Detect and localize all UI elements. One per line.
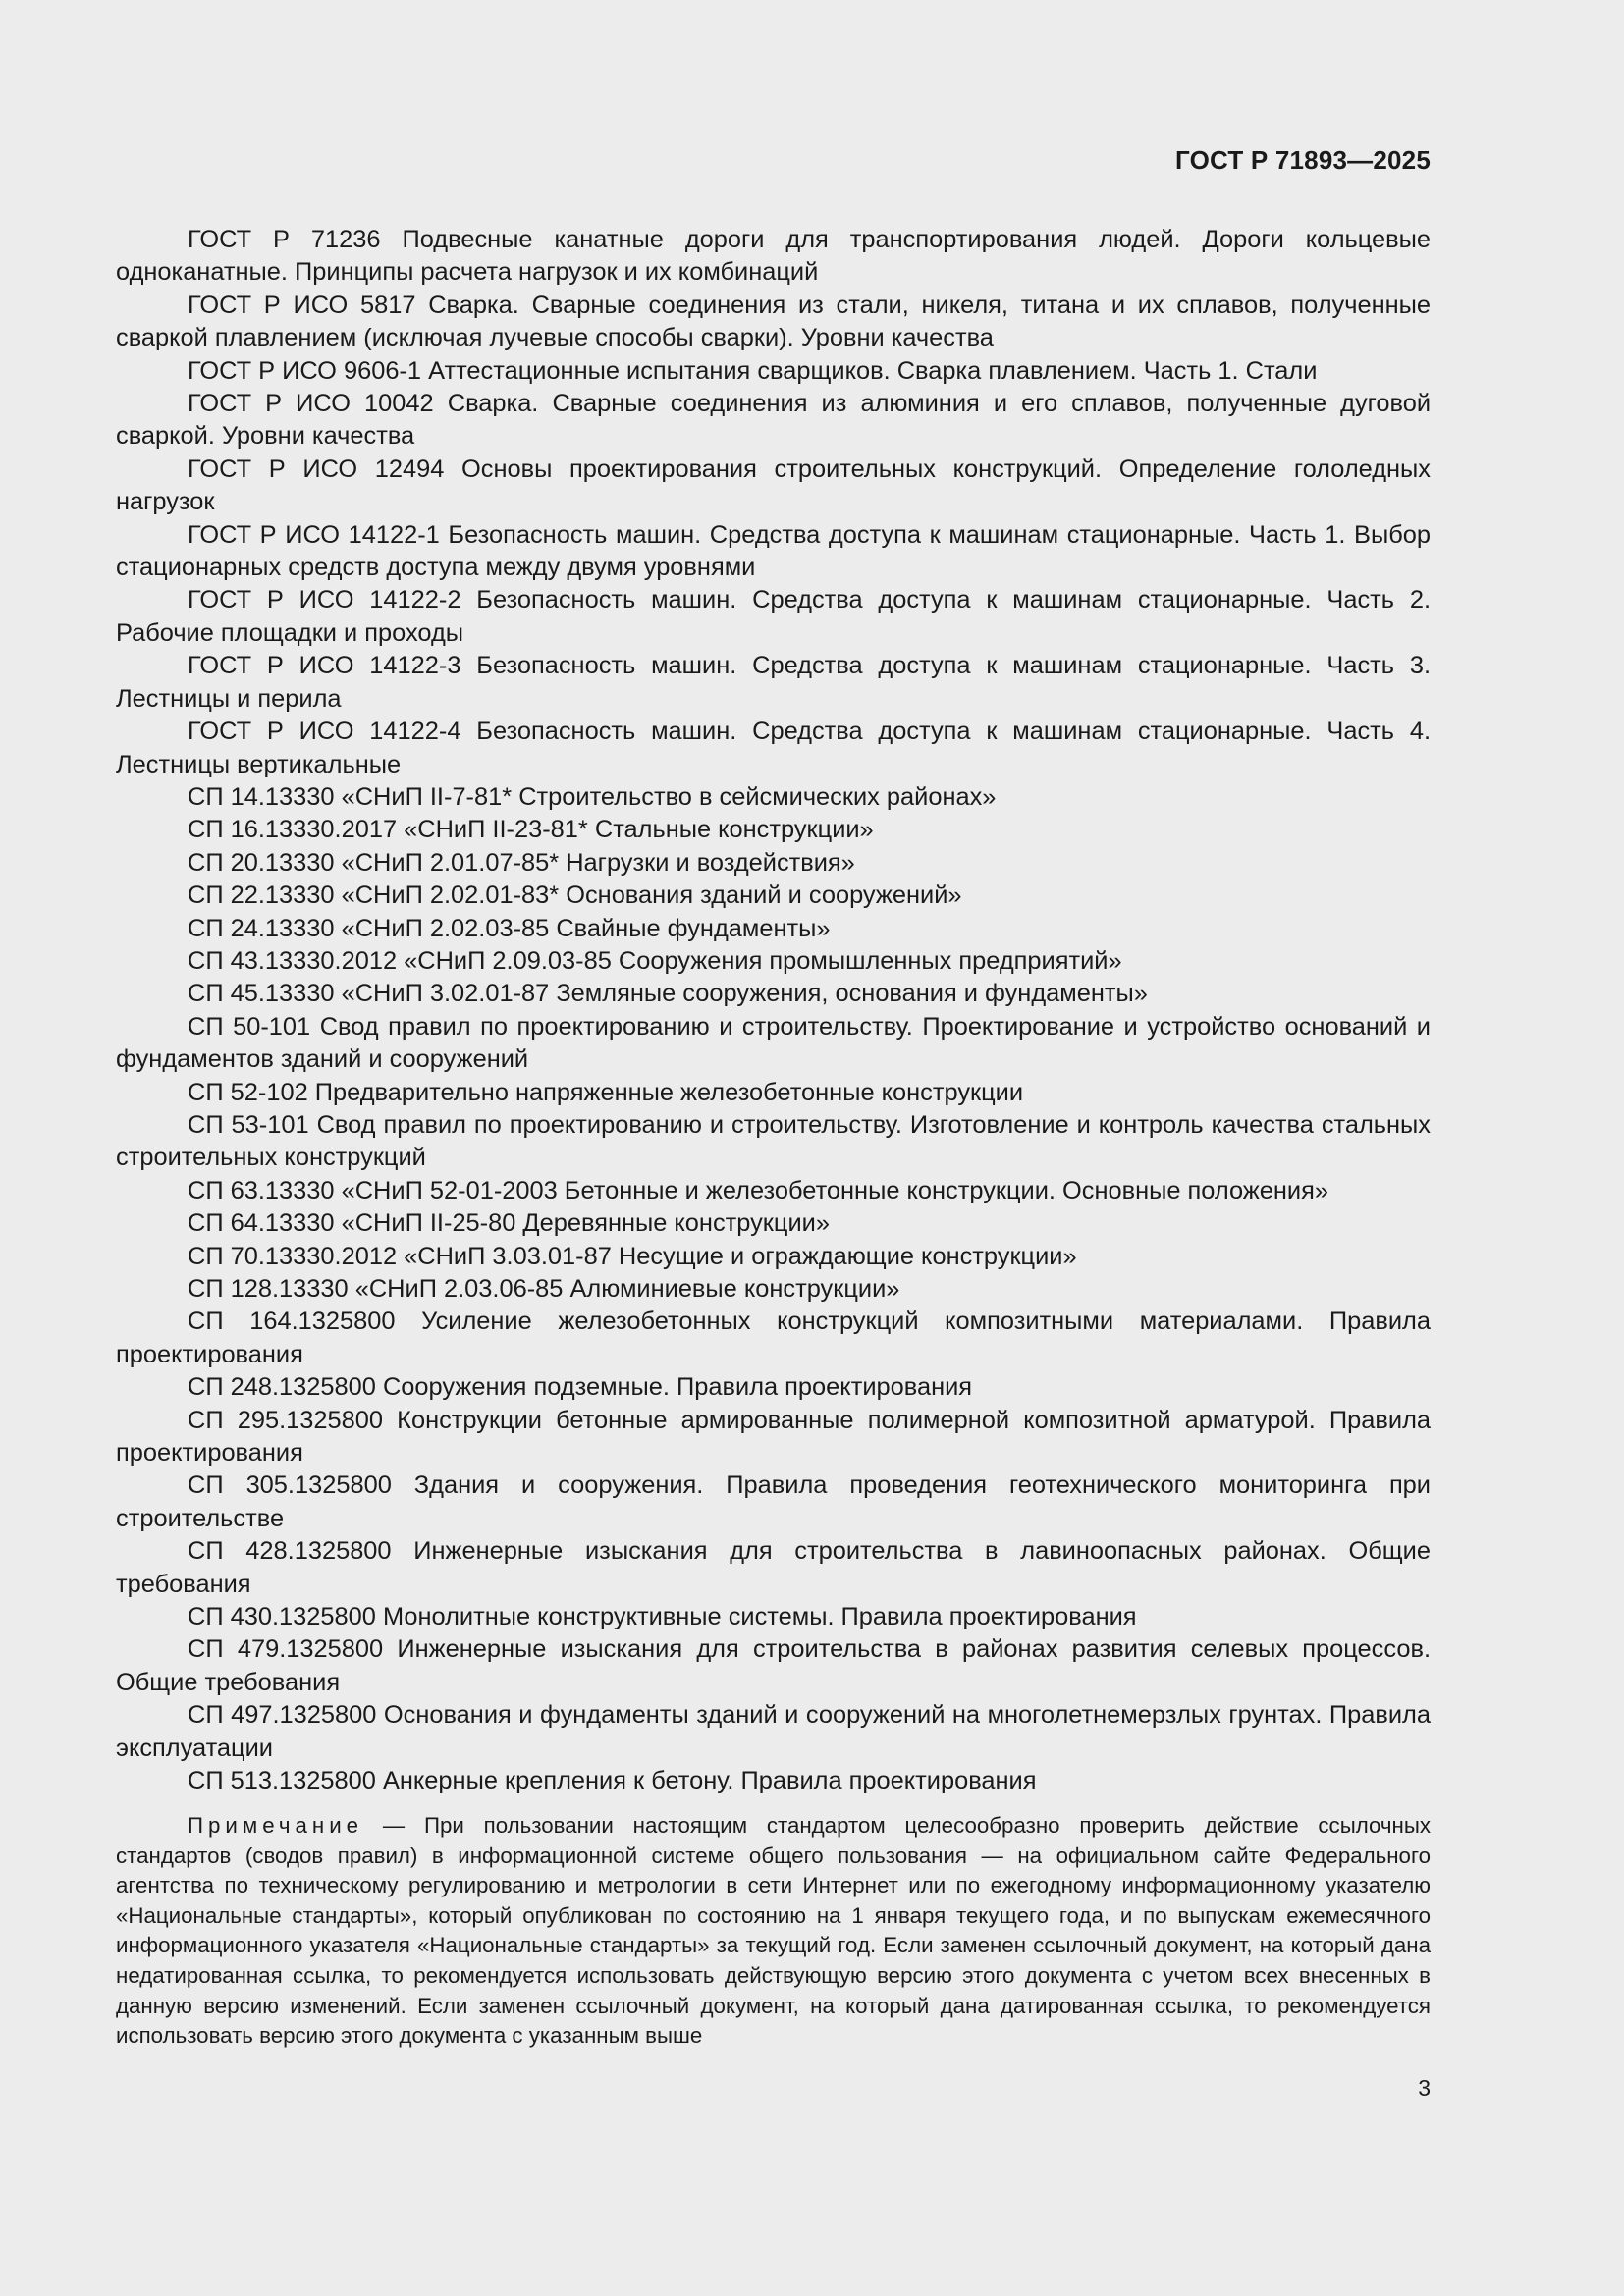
reference-item: СП 248.1325800 Сооружения подземные. Правила проектирования [188,1373,973,1402]
reference-item: СП 479.1325800 Инженерные изыскания для строительства в районах развития селевых процессов. Общие требования [116,1635,1431,1696]
note-text: При пользовании настоящим стандартом целесообразно проверить действие ссылочных стандартов (сводов правил) в информационной системе общего пользования — на официальном сайте Федерального агентства по техническому регулированию и метрологии в сети Интернет или по ежегодному информационному указателю «Национальные стандарты», который опубликован по состоянию на 1 января текущего года, и по выпускам ежемесячного информационного указателя «Национальные стандарты» за текущий год. Если заменен ссылочный документ, на который дана недатированная ссылка, то рекомендуется использовать действующую версию этого документа с учетом всех внесенных в данную версию изменений. Если заменен ссылочный документ, на который дана датированная ссылка, то рекомендуется использовать версию этого документа с указанным выше [116,1813,1431,2049]
note-paragraph [116,1811,1431,2052]
normative-references-list [116,224,1431,1798]
reference-item: СП 305.1325800 Здания и сооружения. Правила проведения геотехнического мониторинга при строительстве [116,1471,1431,1532]
reference-item: СП 497.1325800 Основания и фундаменты зданий и сооружений на многолетнемерзлых грунтах. Правила эксплуатации [116,1701,1431,1762]
reference-item: СП 50-101 Свод правил по проектированию и строительству. Проектирование и устройство оснований и фундаментов зданий и сооружений [116,1012,1431,1074]
reference-item: ГОСТ Р ИСО 14122-1 Безопасность машин. Средства доступа к машинам стационарные. Часть 1. Выбор стационарных средств доступа между двумя уровнями [116,520,1431,582]
reference-item: ГОСТ Р ИСО 14122-4 Безопасность машин. Средства доступа к машинам стационарные. Часть 4. Лестницы вертикальные [116,718,1431,778]
standard-code-header: ГОСТ Р 71893—2025 [1175,145,1431,175]
reference-item: СП 63.13330 «СНиП 52-01-2003 Бетонные и железобетонные конструкции. Основные положения» [188,1176,1328,1204]
note-separator: — [363,1813,424,1838]
reference-item: ГОСТ Р ИСО 9606-1 Аттестационные испытания сварщиков. Сварка плавлением. Часть 1. Стали [188,356,1318,385]
reference-item: СП 164.1325800 Усиление железобетонных конструкций композитными материалами. Правила проектирования [116,1308,1431,1368]
reference-item: СП 513.1325800 Анкерные крепления к бетону. Правила проектирования [188,1767,1037,1795]
reference-item: ГОСТ Р ИСО 14122-2 Безопасность машин. Средства доступа к машинам стационарные. Часть 2. Рабочие площадки и проходы [116,586,1431,647]
reference-item: СП 22.13330 «СНиП 2.02.01-83* Основания зданий и сооружений» [188,881,962,910]
reference-item: ГОСТ Р ИСО 12494 Основы проектирования строительных конструкций. Определение гололедных нагрузок [116,454,1431,516]
reference-item: СП 24.13330 «СНиП 2.02.03-85 Свайные фундаменты» [188,914,831,942]
reference-item: СП 70.13330.2012 «СНиП 3.03.01-87 Несущие и ограждающие конструкции» [188,1242,1077,1270]
reference-item: СП 20.13330 «СНиП 2.01.07-85* Нагрузки и воздействия» [188,848,855,877]
reference-item: ГОСТ Р ИСО 10042 Сварка. Сварные соединения из алюминия и его сплавов, полученные дуговой сваркой. Уровни качества [116,390,1431,451]
reference-item: СП 45.13330 «СНиП 3.02.01-87 Земляные сооружения, основания и фундаменты» [188,980,1148,1008]
reference-item: СП 52-102 Предварительно напряженные железобетонные конструкции [188,1078,1024,1106]
reference-item: ГОСТ Р 71236 Подвесные канатные дороги для транспортирования людей. Дороги кольцевые одноканатные. Принципы расчета нагрузок и их комбинаций [116,226,1431,287]
reference-item: СП 428.1325800 Инженерные изыскания для строительства в лавиноопасных районах. Общие требования [116,1537,1431,1598]
reference-item: СП 16.13330.2017 «СНиП II-23-81* Стальные конструкции» [188,816,874,844]
reference-item: СП 430.1325800 Монолитные конструктивные системы. Правила проектирования [188,1603,1137,1631]
reference-item: ГОСТ Р ИСО 5817 Сварка. Сварные соединения из стали, никеля, титана и их сплавов, полученные сваркой плавлением (исключая лучевые способы сварки). Уровни качества [116,291,1431,352]
reference-item: СП 295.1325800 Конструкции бетонные армированные полимерной композитной арматурой. Правила проектирования [116,1406,1431,1468]
page-number: 3 [1418,2075,1431,2101]
reference-item: СП 43.13330.2012 «СНиП 2.09.03-85 Сооружения промышленных предприятий» [188,946,1122,975]
reference-item: СП 128.13330 «СНиП 2.03.06-85 Алюминиевые конструкции» [188,1275,900,1303]
reference-item: СП 64.13330 «СНиП II-25-80 Деревянные конструкции» [188,1209,830,1238]
reference-item: ГОСТ Р ИСО 14122-3 Безопасность машин. Средства доступа к машинам стационарные. Часть 3. Лестницы и перила [116,652,1431,713]
reference-item: СП 53-101 Свод правил по проектированию и строительству. Изготовление и контроль качества стальных строительных конструкций [116,1110,1431,1172]
reference-item: СП 14.13330 «СНиП II-7-81* Строительство в сейсмических районах» [188,782,997,811]
note-label: Примечание [188,1813,364,1838]
